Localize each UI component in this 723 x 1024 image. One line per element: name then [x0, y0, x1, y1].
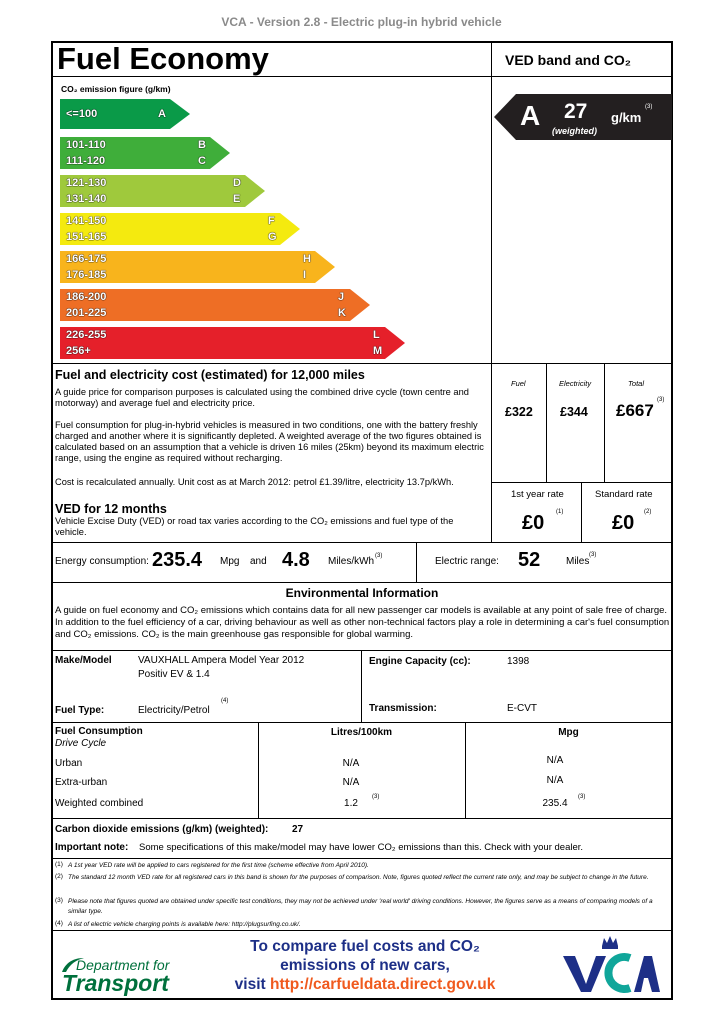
fuel-col-label: Fuel — [511, 379, 526, 388]
mpg-header: Mpg — [558, 727, 579, 738]
co2-band-range: <=100 — [66, 107, 98, 120]
co2-band-range: 101-110 — [66, 138, 106, 151]
compare-line-1: To compare fuel costs and CO₂ — [250, 938, 480, 955]
footnote-text: The standard 12 month VED rate for all registered cars in this band is shown for the purposes of comparison. Note, figures quoted reflect the current rate only, and may be subject to change in the future. — [68, 874, 649, 881]
co2-band-letter: H — [303, 252, 311, 265]
co2-band-arrow-icon — [210, 137, 230, 169]
co2-band — [60, 99, 190, 129]
co2-band-arrow-icon — [170, 99, 190, 129]
fuel-type-label: Fuel Type: — [55, 705, 105, 716]
divider — [52, 930, 672, 931]
table-cell-litres: N/A — [342, 758, 360, 769]
energy-mi-kwh-value: 4.8 — [282, 549, 310, 571]
vca-logo — [560, 934, 660, 996]
electric-range-value: 52 — [518, 549, 541, 571]
litres-header: Litres/100km — [330, 727, 393, 738]
electric-range-unit: Miles — [566, 556, 590, 567]
transmission-value: E-CVT — [507, 703, 537, 714]
dft-line-2: Transport — [62, 970, 169, 996]
carfueldata-link[interactable]: http://carfueldata.direct.gov.uk — [269, 976, 496, 993]
divider — [52, 363, 672, 364]
footnote-number: (4) — [55, 920, 63, 927]
co2-band-letter: C — [198, 154, 206, 167]
co2-band — [60, 213, 300, 245]
co2-band-range: 151-165 — [66, 230, 107, 243]
transmission-label: Transmission: — [369, 703, 437, 714]
footnote-number: (2) — [55, 873, 63, 880]
consumption-subtitle: Drive Cycle — [55, 738, 107, 749]
visit-label: visit — [234, 976, 266, 993]
divider — [52, 722, 672, 723]
co2-band — [60, 137, 230, 169]
divider — [491, 42, 492, 542]
fuel-cost-title: Fuel and electricity cost (estimated) for 12,000 miles — [55, 368, 365, 382]
dft-line-1: Department for — [76, 957, 170, 973]
electric-range-label: Electric range: — [435, 556, 499, 567]
electricity-col-value: £344 — [560, 405, 588, 419]
co2-band-letter: E — [233, 192, 241, 205]
divider — [416, 542, 417, 582]
env-title: Environmental Information — [285, 586, 439, 600]
divider — [604, 364, 605, 482]
ved-text: Vehicle Excise Duty (VED) or road tax varies according to the CO₂ emissions and fuel type of the vehicle. — [55, 516, 454, 537]
co2-band-letter: J — [338, 290, 345, 303]
co2-band-letter: F — [268, 214, 275, 227]
co2-band-range: 121-130 — [66, 176, 107, 189]
total-col-value: £667 — [616, 401, 654, 420]
mpg-note: (3) — [578, 794, 586, 800]
document-caption: VCA - Version 2.8 - Electric plug-in hybrid vehicle — [221, 15, 502, 29]
divider — [52, 858, 672, 859]
ved-band-title: VED band and CO₂ — [505, 52, 632, 68]
vca-crown-icon — [560, 934, 660, 996]
divider — [52, 818, 672, 819]
co2-band-range: 256+ — [66, 344, 91, 357]
table-row-label: Urban — [55, 758, 83, 769]
co2-band-range: 176-185 — [66, 268, 107, 281]
co2-band-range: 131-140 — [66, 192, 107, 205]
energy-mpg-unit: Mpg — [220, 556, 240, 567]
footnote-text: Please note that figures quoted are obtained under specific test conditions, they may not be achieved under 'real world' driving conditions. However, the figures serve as a means of comparing models of a similar type. — [68, 898, 653, 915]
page-title: Fuel Economy — [57, 41, 269, 76]
compare-line-2: emissions of new cars, — [280, 957, 450, 974]
co2-band-letter: D — [233, 176, 241, 189]
footnote-number: (3) — [55, 897, 63, 904]
co2-band — [60, 251, 335, 283]
co2-value: 27 — [292, 824, 304, 835]
co2-band-letter: M — [373, 344, 383, 357]
standard-rate-value: £0 — [612, 512, 635, 534]
co2-band-range: 111-120 — [66, 154, 106, 167]
make-label: Make/Model — [55, 655, 112, 666]
litres-note: (3) — [372, 794, 380, 800]
total-col-note: (3) — [657, 397, 665, 403]
electricity-col-label: Electricity — [559, 379, 592, 388]
co2-scale-label: CO₂ emission figure (g/km) — [61, 84, 171, 94]
ved-unit: g/km — [611, 110, 642, 125]
divider — [361, 650, 362, 722]
divider — [52, 542, 672, 543]
footnote-number: (1) — [55, 861, 63, 868]
table-cell-mpg: N/A — [546, 775, 564, 786]
ved-note: (3) — [645, 104, 653, 110]
co2-band-letter: I — [303, 268, 307, 281]
divider — [52, 650, 672, 651]
energy-and: and — [250, 556, 267, 567]
table-cell-mpg: N/A — [546, 755, 564, 766]
important-text: Some specifications of this make/model may have lower CO₂ emissions than this. Check with your dealer. — [139, 842, 584, 853]
table-cell-litres: N/A — [342, 777, 360, 788]
fuel-col-value: £322 — [505, 405, 533, 419]
co2-band-range: 166-175 — [66, 252, 107, 265]
make-line-2: Positiv EV & 1.4 — [138, 669, 210, 680]
make-line-1: VAUXHALL Ampera Model Year 2012 — [138, 655, 305, 666]
dft-swoosh-icon — [60, 956, 86, 974]
co2-band-letter: G — [268, 230, 277, 243]
ved-band-letter: A — [520, 100, 541, 131]
energy-mi-kwh-unit: Miles/kWh — [328, 556, 375, 567]
co2-band-arrow-icon — [385, 327, 405, 359]
engine-label: Engine Capacity (cc): — [369, 656, 471, 667]
energy-label: Energy consumption: — [55, 556, 149, 567]
table-cell-mpg: 235.4 — [542, 798, 568, 809]
ved-title: VED for 12 months — [55, 502, 167, 516]
co2-band-arrow-icon — [315, 251, 335, 283]
energy-mpg-value: 235.4 — [152, 549, 203, 571]
fuel-cost-para-3: Cost is recalculated annually. Unit cost as at March 2012: petrol £1.39/litre, electricity 13.7p/kWh. — [55, 477, 454, 487]
divider — [52, 582, 672, 583]
consumption-title: Fuel Consumption — [55, 726, 143, 737]
co2-band-arrow-icon — [350, 289, 370, 321]
first-year-value: £0 — [522, 512, 545, 534]
first-year-label: 1st year rate — [511, 489, 564, 500]
table-row-label: Weighted combined — [55, 798, 144, 809]
env-text: A guide on fuel economy and CO₂ emissions which contains data for all new passenger car models is available at any point of sale free of charge. In addition to the fuel efficiency of a car, driving behaviour as well as other non-technical factors play a role in determining a car's fuel consumption and CO₂ emissions. CO₂ is the main greenhouse gas responsible for global warming. — [55, 605, 670, 640]
table-cell-litres: 1.2 — [344, 798, 358, 809]
fuel-cost-para-1: A guide price for comparison purposes is calculated using the combined drive cycle (town centre and motorway) and average fuel and electricity price. — [55, 387, 469, 408]
ved-band-indicator — [494, 94, 672, 140]
co2-band-letter: L — [373, 328, 380, 341]
table-row-label: Extra-urban — [55, 777, 108, 788]
co2-band — [60, 175, 265, 207]
co2-band — [60, 327, 405, 359]
co2-band — [60, 289, 370, 321]
standard-rate-label: Standard rate — [595, 489, 653, 500]
divider — [581, 482, 582, 542]
co2-band-letter: B — [198, 138, 206, 151]
total-col-label: Total — [628, 379, 644, 388]
visit-line — [205, 976, 525, 994]
co2-band-arrow-icon — [280, 213, 300, 245]
fuel-type-value: Electricity/Petrol — [138, 705, 210, 716]
co2-band-range: 226-255 — [66, 328, 107, 341]
important-label: Important note: — [55, 842, 129, 853]
energy-mi-kwh-note: (3) — [375, 553, 383, 559]
standard-rate-note: (2) — [644, 509, 652, 515]
ved-weighted-label: (weighted) — [552, 126, 597, 136]
fuel-type-note: (4) — [221, 698, 229, 704]
co2-label: Carbon dioxide emissions (g/km) (weighted): — [55, 824, 269, 835]
co2-band-letter: A — [158, 107, 166, 120]
ved-co2-value: 27 — [564, 100, 588, 123]
electric-range-note: (3) — [589, 552, 597, 558]
first-year-note: (1) — [556, 509, 564, 515]
engine-value: 1398 — [507, 656, 530, 667]
co2-band-range: 141-150 — [66, 214, 107, 227]
fuel-cost-para-2: Fuel consumption for plug-in-hybrid vehicles is measured in two conditions, one with the battery freshly charged and another where it is significantly depleted. A weighted average of the two figures obtained is calculated based on an assumption that a vehicle is driven 16 miles (25km) beyond its maximum electric range, using the engine as required without recharging. — [55, 420, 484, 463]
co2-band-arrow-icon — [245, 175, 265, 207]
footnote-text: A list of electric vehicle charging points is available here: http://plugsurfing.co.uk/. — [68, 921, 301, 928]
divider — [546, 364, 547, 482]
co2-band-range: 201-225 — [66, 306, 107, 319]
co2-band-range: 186-200 — [66, 290, 107, 303]
footnote-text: A 1st year VED rate will be applied to cars registered for the first time (scheme effective from April 2010). — [68, 862, 369, 869]
co2-band-letter: K — [338, 306, 346, 319]
